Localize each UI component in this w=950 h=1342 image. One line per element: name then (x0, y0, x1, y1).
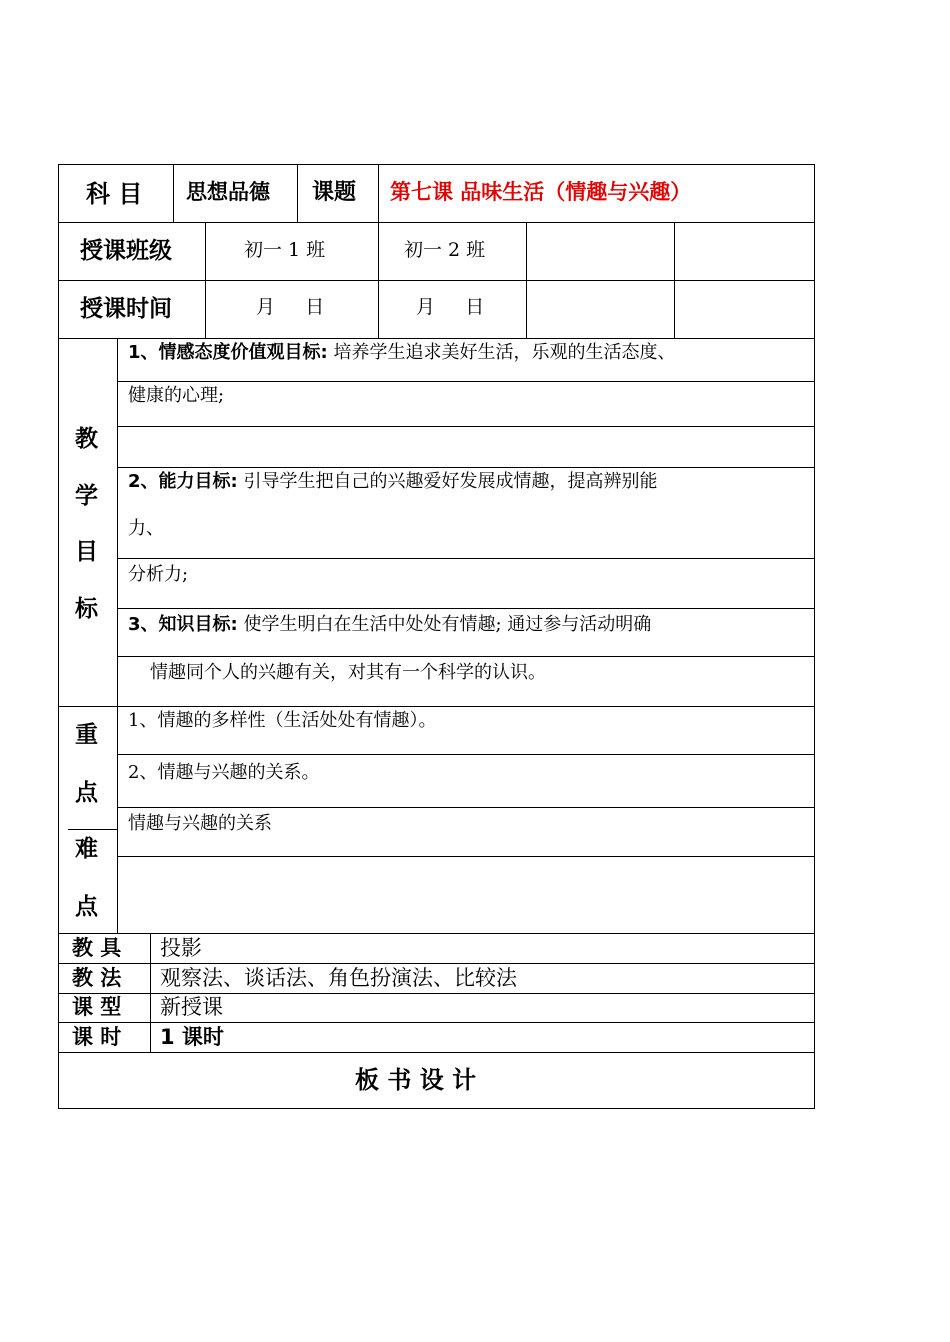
time-2: 月 日 (416, 296, 485, 318)
difficulty-side-char: 点 (75, 894, 98, 920)
teaching-tools-value: 投影 (160, 936, 202, 960)
teaching-method-label: 教 法 (72, 966, 122, 990)
goal-3-continuation: 情趣同个人的兴趣有关，对其有一个科学的认识。 (150, 662, 546, 683)
difficulty-side-char: 难 (75, 836, 98, 862)
goal-1-label: 1、情感态度价值观目标: (128, 342, 328, 363)
time-1: 月 日 (256, 296, 325, 318)
subject-label: 科 目 (86, 180, 143, 208)
goal-2-label: 2、能力目标: (128, 471, 238, 492)
objectives-side-char: 目 (75, 539, 98, 565)
subject-value: 思想品德 (186, 180, 270, 204)
goal-1-text: 培养学生追求美好生活，乐观的生活态度、 (327, 342, 676, 363)
goal-2-text: 引导学生把自己的兴趣爱好发展成情趣，提高辨别能 (237, 471, 658, 492)
board-design-title: 板 书 设 计 (355, 1066, 477, 1094)
topic-label: 课题 (312, 180, 357, 205)
key-side-char: 重 (75, 722, 98, 748)
class-2: 初一 2 班 (404, 239, 486, 261)
lesson-hours-value: 1 课时 (160, 1025, 224, 1049)
goal-3 (128, 616, 651, 634)
teaching-tools-label: 教 具 (72, 936, 122, 960)
goal-2-continuation: 力、 (128, 518, 164, 539)
objectives-side-char: 学 (75, 483, 98, 509)
key-side-char: 点 (75, 780, 98, 806)
goal-3-label: 3、知识目标: (128, 614, 238, 635)
goal-3-text: 使学生明白在生活中处处有情趣; 通过参与活动明确 (237, 614, 652, 635)
goal-1 (128, 344, 675, 362)
goal-2 (128, 473, 657, 491)
class-row-label: 授课班级 (80, 238, 172, 264)
lesson-type-value: 新授课 (160, 995, 223, 1019)
lesson-type-label: 课 型 (72, 995, 122, 1019)
difficulty-point: 情趣与兴趣的关系 (128, 813, 272, 834)
time-row-label: 授课时间 (80, 296, 172, 322)
key-point-2: 2、情趣与兴趣的关系。 (128, 762, 320, 783)
key-point-1: 1、情趣的多样性（生活处处有情趣）。 (128, 710, 437, 731)
goal-1-continuation: 健康的心理; (128, 385, 225, 406)
objectives-side-char: 标 (75, 596, 98, 622)
goal-2-continuation-2: 分析力; (128, 564, 189, 585)
teaching-method-value: 观察法、谈话法、角色扮演法、比较法 (160, 966, 517, 990)
topic-title: 第七课 品味生活（情趣与兴趣） (390, 180, 692, 204)
class-1: 初一 1 班 (244, 239, 326, 261)
objectives-side-char: 教 (75, 426, 98, 452)
lesson-hours-label: 课 时 (72, 1025, 122, 1049)
